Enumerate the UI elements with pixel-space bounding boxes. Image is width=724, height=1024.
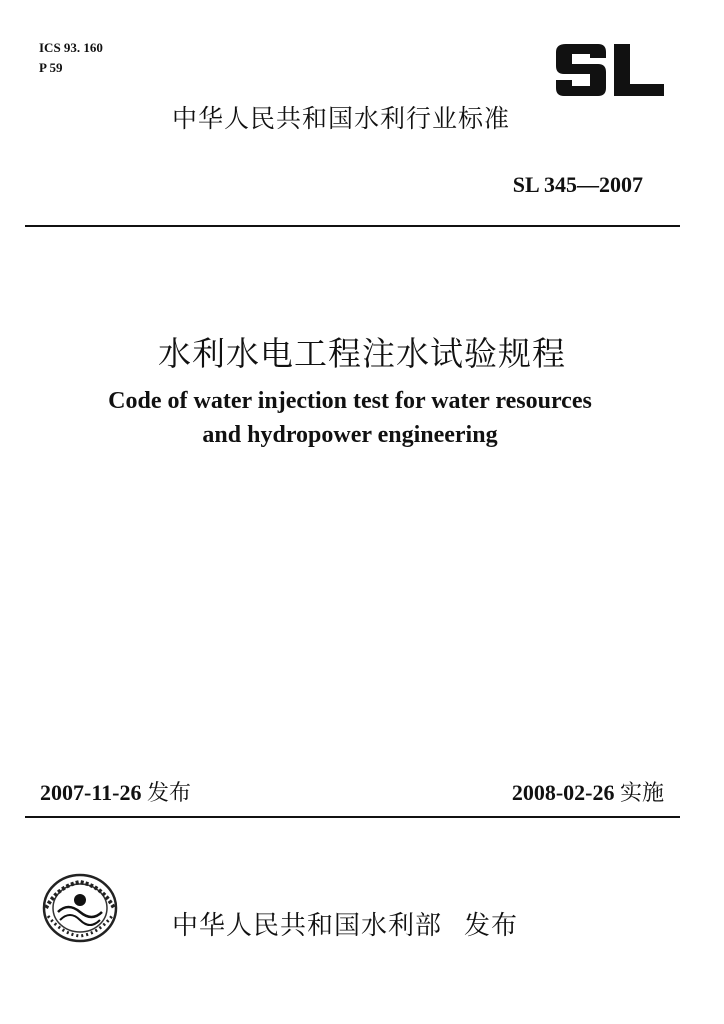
issue-date: 2007-11-26 [40, 780, 142, 805]
implement-date: 2008-02-26 [511, 780, 615, 805]
publisher-name: 中华人民共和国水利部 [172, 911, 443, 941]
issue-label: 发布 [146, 781, 191, 806]
classification-codes [39, 38, 103, 78]
standard-number: SL 345—2007 [512, 172, 643, 197]
implement-date-block [512, 776, 664, 807]
publisher-line [172, 905, 518, 942]
standard-category: 中华人民共和国水利行业标准 [172, 104, 511, 133]
sl-logo [552, 42, 666, 98]
bottom-divider [25, 816, 680, 818]
title-english-line1: Code of water injection test for water resources [108, 388, 592, 414]
logo-letter-s [556, 44, 606, 96]
implement-label: 实施 [619, 781, 664, 806]
title-english [0, 384, 700, 452]
title-chinese: 水利水电工程注水试验规程 [158, 334, 566, 373]
issue-date-block [40, 776, 191, 807]
title-english-line2: and hydropower engineering [202, 422, 498, 448]
ccs-code: P 59 [39, 60, 63, 75]
publisher-action: 发布 [464, 911, 519, 941]
top-divider [25, 225, 680, 227]
ics-code: ICS 93. 160 [39, 40, 103, 55]
ministry-seal-emblem [38, 868, 122, 948]
logo-letter-l [614, 44, 664, 96]
